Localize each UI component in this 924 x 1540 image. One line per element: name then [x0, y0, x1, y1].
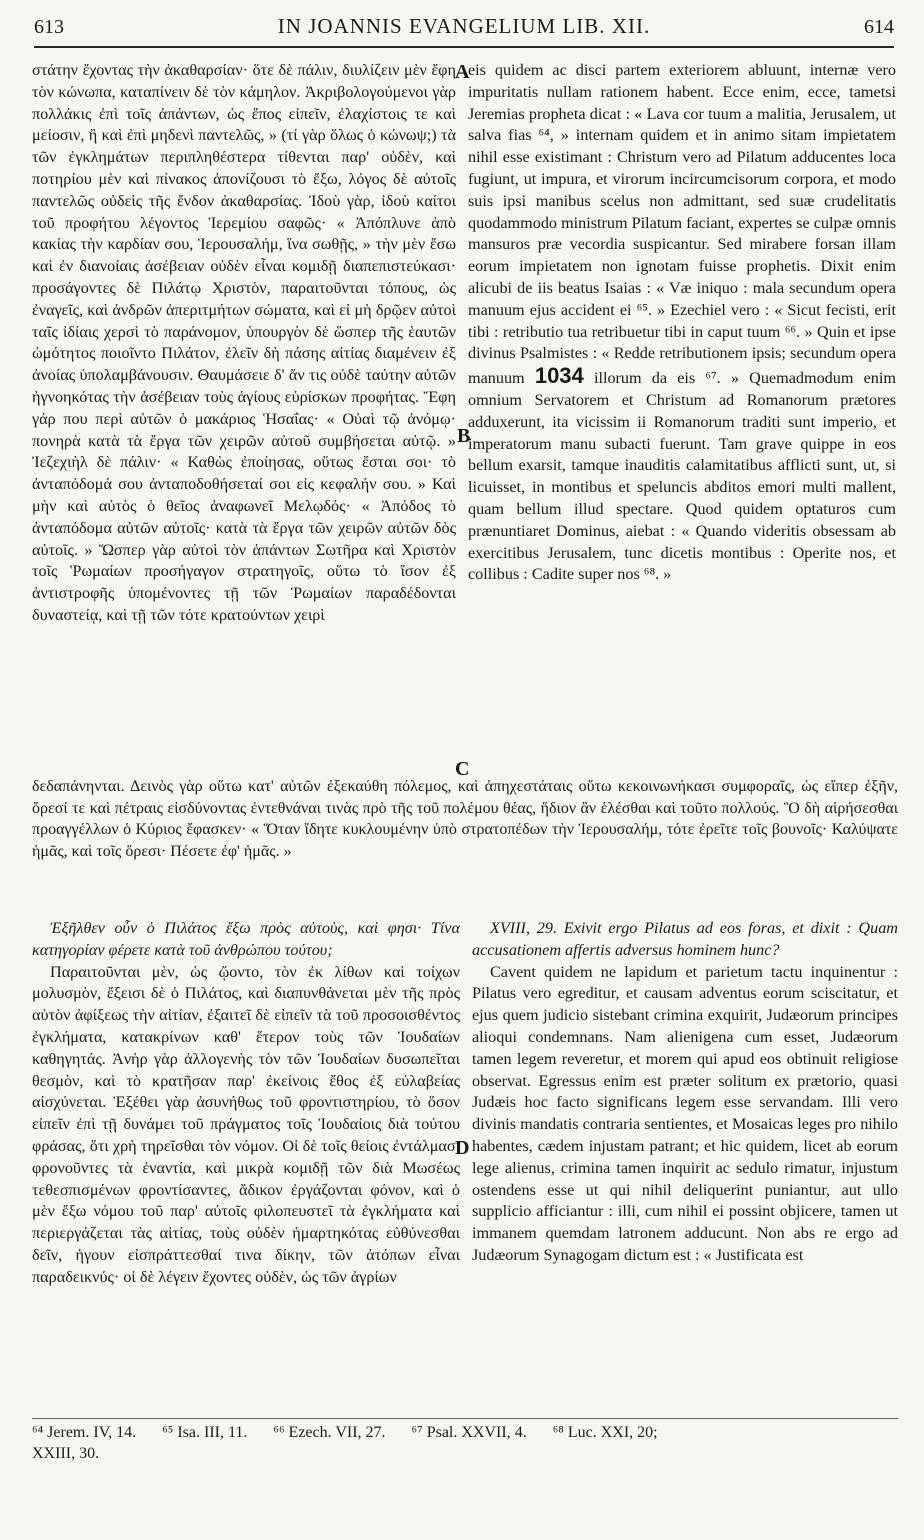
footnote-continuation: XXIII, 30. [32, 1445, 100, 1462]
footnote: ⁶⁷ Psal. XXVII, 4. [411, 1424, 527, 1441]
greek-lemma: Ἐξῆλθεν οὖν ὁ Πιλάτος ἔξω πρὸς αὐτοὺς, καὶ φησι· Τίνα κατηγορίαν φέρετε κατὰ τοῦ ἀνθρώπου τούτου; [32, 919, 460, 959]
greek-paragraph-wide: δεδαπάνηνται. Δεινὸς γὰρ οὕτω κατ' αὐτῶν ἐξεκαύθη πόλεμος, καὶ ἀπηχεστάταις οὕτω κεκοινωνήκασι συμφοραῖς, ὡς εἴπερ ἐξῆν, ὄρεσί τε καὶ πέτραις εἰσδύνοντας ἐντεθνάναι τινὰς πρὸ τῆς τοῦ πολέμου θέας, ἥδιον ἂν ἑλέσθαι καὶ τοῦτο πολλούς. Ὃ δὴ αἱρήσεσθαι προαγγέλλων ὁ Κύριος ἔφασκεν· « Ὅταν ἴδητε κυκλουμένην ὑπὸ στρατοπέδων τὴν Ἱερουσαλήμ, τότε ἐρεῖτε τοῖς βουνοῖς· Καλύψατε ἡμᾶς, καὶ τοῖς ὄρεσι· Πέσετε ἐφ' ἡμᾶς. » [32, 778, 898, 860]
greek-commentary: Παραιτοῦνται μὲν, ὡς ᾤοντο, τὸν ἐκ λίθων καὶ τοίχων μολυσμὸν, ἔξεισι δὲ ὁ Πιλάτος, καὶ διαπυνθάνεται μὲν τῆς πρὸς αὐτὸν ἀφίξεως τὴν αἰτίαν, ἐξαιτεῖ δὲ εἰπεῖν τὰ τοῦ προσοισθέντος ἐγκλήματα, κατακρίνων καθ' ἕτερον τοὺς τῶν Ἰουδαίων καθηγητάς. Ἀνὴρ γὰρ ἀλλογενὴς τὸν τῶν Ἰουδαίων δυσωπεῖται θεσμὸν, καὶ τὸ κρατῆσαν παρ' ἐκείνοις ἔθος ἐξ εὐλαβείας αἰσχύνεται. Ἐξέθει γὰρ ἀσυνήθως τοῦ φροντιστηρίου, τὸ ὅσον εἰπεῖν ἐπὶ τῇ δυνάμει τοῦ πράγματος τοῖς Ἰουδαίοις διὰ τούτου φράσας, ὅτι χρὴ τηρεῖσθαι τὸν νόμον. Οἱ δὲ τοῖς θείοις ἐντάλμασι φρονοῦντες τὰ ἐναντία, καὶ μικρὰ κομιδῇ τῶν διὰ Μωσέως τεθεσπισμένων φροντίσαντες, ἄδικον ἐργάζονται φόνον, καὶ ὁ μὲν ἔξω νόμου τοῦ παρ' αὐτοῖς φιλοπευστεῖ τὰ ἐγκλήματα καὶ περιεργάζεται τὰς αἰτίας, τοὺς οὐδὲν ἡμαρτηκότας εὐθύνεσθαι δεῖν, ἡγουν εἰσπράττεσθαί τινα δίκην, τῶν ἀτόπων εἶναι παραδεικνύς· οἱ δὲ λέγειν ἔχοντες οὐδὲν, ὡς τῶν ἀγρίων [32, 962, 460, 1286]
margin-letter-b: B [457, 425, 471, 447]
greek-column-top [32, 60, 456, 772]
margin-letter-c: C [455, 758, 470, 780]
footnotes [32, 1422, 898, 1464]
page-header [34, 10, 894, 48]
latin-text-pre: eis quidem ac disci partem exteriorem abluunt, internæ vero impuritatis nullam rationem habent. Ecce enim, ecce, tametsi Jeremias propheta dicat : « Lava cor tuum a malitia, Jerusalem, ut salva fias ⁶⁴, » internam quidem et in animo sitam impietatem nihil esse existimant : Christum vero ad Pilatum adducentes loca fugiunt, ut impura, et virorum incircumcisorum corpora, et modo suis ipsi manibus scelus non admittant, sed suæ crudelitatis quodammodo ministrum Pilatum faciant, expertes se culpæ omnis mansuros præ vecordia suspicantur. Sed mirabere forsan illam eorum impietatem non ignotam fuisse prophetis. Dixit enim alicubi de iis beatus Isaias : « Væ iniquo : mala secundum opera manuum ejus accident ei ⁶⁵. » Ezechiel vero : « Sicut fecisti, erit tibi : retributio tua retribuetur tibi in caput tuum ⁶⁶. » Quin et ipse divinus Psalmistes : « Redde retributionem ipsis; secundum opera manuum [468, 61, 896, 388]
footnote: ⁶⁵ Isa. III, 11. [162, 1424, 248, 1441]
footnote: ⁶⁸ Luc. XXI, 20; [552, 1424, 658, 1441]
latin-column-top [468, 60, 896, 772]
column-number: 1034 [534, 363, 584, 389]
footnote-rule [32, 1418, 898, 1419]
latin-column-bottom [472, 918, 898, 1414]
running-title: IN JOANNIS EVANGELIUM LIB. XII. [277, 14, 651, 38]
margin-letter-d: D [455, 1137, 470, 1159]
greek-column-bottom [32, 918, 460, 1414]
greek-full-width [32, 776, 898, 916]
latin-text-post: illorum da eis ⁶⁷. » Quemadmodum enim omnium Servatorem et Christum ad Romanorum prætores adduxerunt, ita vicissim ii Romanorum traditi sunt imperio, et imperatorum manu subacti fuerunt. Tam grave quippe in eos bellum exarsit, tamque inauditis calamitatibus afflicti sunt, ut, si licuisset, in montibus et speluncis abditos emori multi mallent, quam bellum illud spectare. Quod quidem optaturos cum prænuntiaret Dominus, aiebat : « Quando videritis obsessam ab exercitibus Jerusalem, tunc dicetis montibus : Operite nos, et collibus : Cadite super nos ⁶⁸. » [468, 369, 896, 584]
margin-letter-a: A [455, 61, 470, 83]
latin-lemma: XVIII, 29. Exivit ergo Pilatus ad eos foras, et dixit : Quam accusationem affertis adversus hominem hunc? [472, 919, 898, 959]
latin-commentary: Cavent quidem ne lapidum et parietum tactu inquinentur : Pilatus vero egreditur, et causam adventus eorum sciscitatur, et ejus quem judicio sistebant crimina exquirit, Judæorum principes alioqui condemnans. Nam alienigena cum esset, Judæorum tamen legem reveretur, et morem qui apud eos obtinuit religiose observat. Egressus enim est præter solitum ex prætorio, quasi Judæis hoc facto significans legem esse servandam. Illi vero divinis mandatis contraria sentientes, et Mosaicas leges pro nihilo habentes, cædem injustam patrant; et hic quidem, licet ab eorum lege alienus, crimina tamen inquirit ac sedulo rimatur, injustum ostendens esse ut qui nihil deliquerint puniantur, aut ullo supplicio afficiantur : illi, cum nihil ei possint objicere, tamen ut immanem quemdam latronem adducunt. Non abs re ergo ad Judæorum Synagogam dictum est : « Justificata est [472, 962, 898, 1264]
greek-paragraph: στάτην ἔχοντας τὴν ἀκαθαρσίαν· ὅτε δὲ πάλιν, διυλίζειν μὲν ἔφη τὸν κώνωπα, καταπίνειν δὲ τὸν κάμηλον. Ἀκριβολογούμενοι γὰρ πολλάκις ἐπὶ τοῖς ἀπάντων, ὡς ἔπος εἰπεῖν, ἐλαχίστοις τε καὶ μείοσιν, ἢ καὶ ἐπὶ μηδενὶ παντελῶς, » (τί γὰρ ὅλως ὁ κώνωψ;) τὰ τῶν ἐγκλημάτων περιπληθέστερα τίθενται παρ' οὐδὲν, καὶ ποτηρίου μὲν καὶ πίνακος ἀπονίζουσι τὸ ἔξω, λόγος δὲ αὐτοῖς παντελῶς οὐδεὶς τῆς ἔνδον ἀκαθαρσίας. Ἰδοὺ γὰρ, ἰδοὺ καίτοι τοῦ προφήτου λέγοντος Ἱερεμίου σαφῶς· « Ἀπόπλυνε ἀπὸ κακίας τὴν καρδίαν σου, Ἱερουσαλήμ, ἵνα σωθῇς, » τὴν μὲν ἔσω καὶ ἐν διανοίαις ἀσέβειαν οὐδὲν εἶναι κομιδῇ διαπεπιστεύκασι· προσάγοντες δὲ Πιλάτῳ Χριστὸν, παραιτοῦνται τόπους, ὡς ἐναγεῖς, καὶ ἀνδρῶν ἀπεριτμήτων σώματα, καὶ εἰ μὴ δρῷεν αὐτοὶ ταῖς ἰδίαις χερσὶ τὸ παράνομον, ὑπουργὸν δὲ ὥσπερ τῆς ἑαυτῶν ὠμότητος ποιοῖντο Πιλάτον, ἐλεῖν δὴ πάσης αἰτίας διαμένειν ἐξ ἀνοίας ὑπολαμβάνουσιν. Θαυμάσειε δ' ἄν τις οὐδὲ ταύτην αὐτῶν ἠγνοηκότας τὴν ἀσέβειαν τοὺς ἁγίους εὑρίσκων προφήτας. Ἔφη γάρ που περὶ αὐτῶν ὁ μακάριος Ἡσαΐας· « Οὐαὶ τῷ ἀνόμῳ· πονηρὰ κατὰ τὰ ἔργα τῶν χειρῶν αὐτοῦ συμβήσεται αὐτῷ. » Ἰεζεχιὴλ δὲ πάλιν· « Καθὼς ἐποίησας, οὕτως ἔσται σοι· τὸ ἀνταπόδομά σου ἀνταποδοθήσεταί σοι εἰς κεφαλήν σου. » Καὶ μὴν καὶ αὐτὸς ὁ θεῖος ἀναφωνεῖ Μελῳδός· « Ἀπόδος τὸ ἀνταπόδομα αὐτῶν αὐτοῖς· κατὰ τὰ ἔργα τῶν χειρῶν αὐτῶν δὸς αὐτοῖς. » Ὥσπερ γὰρ αὐτοὶ τὸν ἁπάντων Σωτῆρα καὶ Χριστὸν τοῖς Ῥωμαίων προσήγαγον στρατηγοῖς, οὕτω τὸ ἴσον ἐξ ἀντιστροφῆς ὑπομένοντες τῇ τῶν Ῥωμαίων παραδέδονται δυναστείᾳ, καὶ τῇ τῶν τότε κρατούντων χειρὶ [32, 61, 456, 624]
latin-paragraph [468, 60, 896, 586]
page-number-left: 613 [34, 16, 64, 38]
footnote: ⁶⁶ Ezech. VII, 27. [273, 1424, 386, 1441]
page-number-right: 614 [864, 16, 894, 38]
footnote: ⁶⁴ Jerem. IV, 14. [32, 1424, 137, 1441]
